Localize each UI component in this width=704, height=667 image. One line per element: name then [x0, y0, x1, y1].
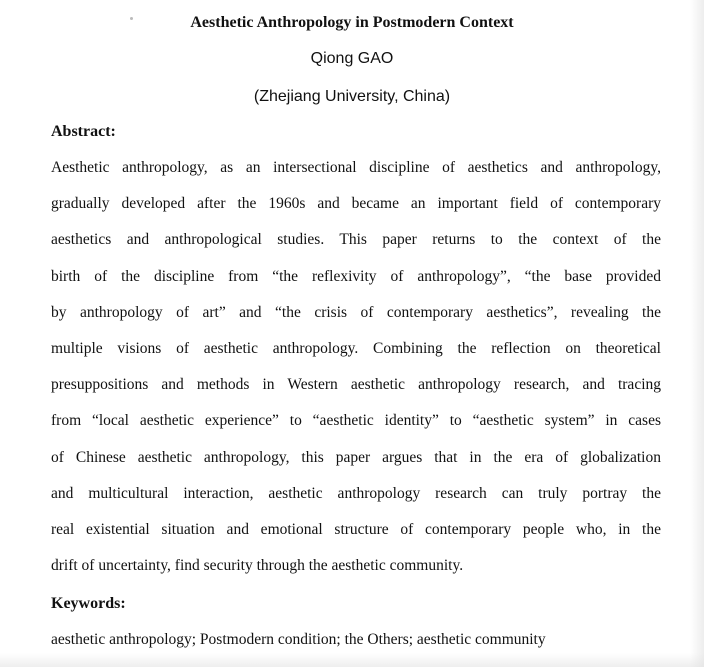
- abstract-line: and multicultural interaction, aesthetic anthropology research can truly portray the: [51, 484, 661, 502]
- scan-edge-shadow: [690, 0, 704, 667]
- abstract-heading: Abstract:: [51, 123, 116, 140]
- keywords-list: aesthetic anthropology; Postmodern condition; the Others; aesthetic community: [51, 631, 546, 648]
- abstract-line: presuppositions and methods in Western aesthetic anthropology research, and tracing: [51, 376, 661, 394]
- abstract-line: multiple visions of aesthetic anthropology. Combining the reflection on theoretical: [51, 339, 661, 357]
- scan-bottom-shadow: [0, 653, 704, 667]
- abstract-line: by anthropology of art” and “the crisis of contemporary aesthetics”, revealing the: [51, 303, 661, 321]
- abstract-line: from “local aesthetic experience” to “aesthetic identity” to “aesthetic system” in cases: [51, 412, 661, 430]
- author-affiliation: (Zhejiang University, China): [253, 88, 451, 105]
- abstract-line: drift of uncertainty, find security through the aesthetic community.: [51, 557, 464, 575]
- abstract-line: aesthetics and anthropological studies. This paper returns to the context of the: [51, 231, 661, 249]
- abstract-line: Aesthetic anthropology, as an intersectional discipline of aesthetics and anthropology,: [51, 159, 661, 176]
- author-name: Qiong GAO: [310, 50, 394, 67]
- abstract-line: of Chinese aesthetic anthropology, this paper argues that in the era of globalization: [51, 448, 661, 466]
- keywords-heading: Keywords:: [51, 595, 126, 612]
- abstract-line: real existential situation and emotional structure of contemporary people who, in the: [51, 520, 661, 538]
- paper-title: Aesthetic Anthropology in Postmodern Context: [190, 14, 514, 31]
- abstract-body: [51, 157, 666, 591]
- abstract-line: gradually developed after the 1960s and became an important field of contemporary: [51, 195, 661, 213]
- abstract-line: birth of the discipline from “the reflexivity of anthropology”, “the base provided: [51, 267, 661, 285]
